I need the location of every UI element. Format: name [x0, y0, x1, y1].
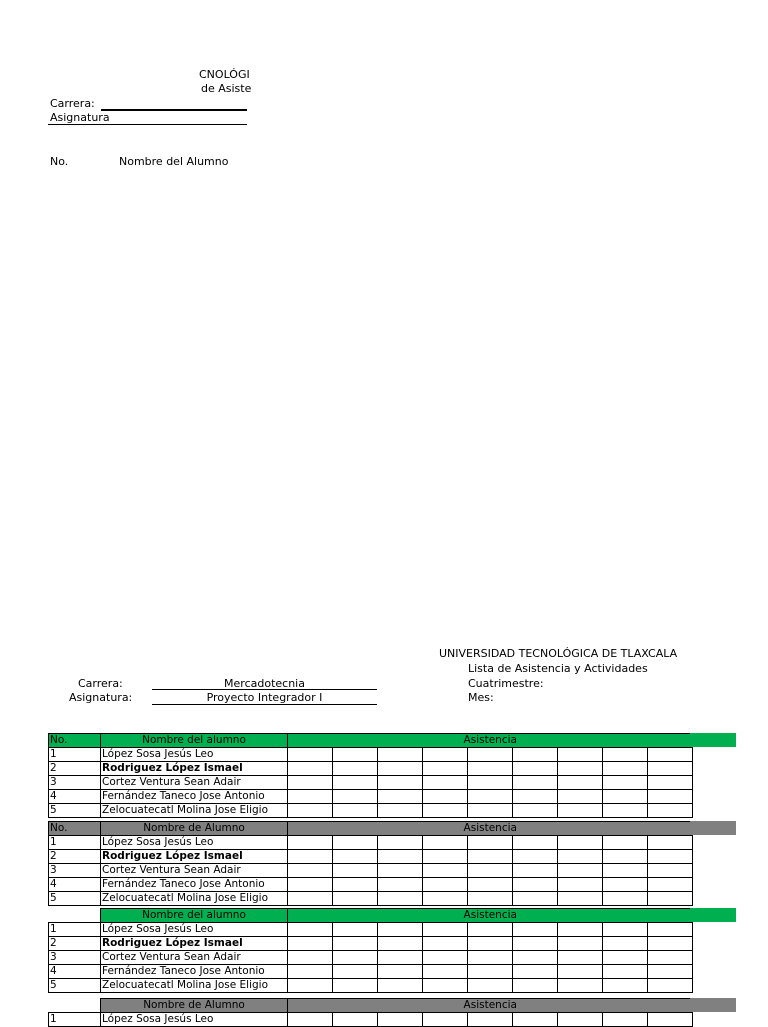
attendance-cell[interactable]	[288, 878, 333, 892]
attendance-cell[interactable]	[558, 923, 603, 937]
attendance-cell[interactable]	[333, 804, 378, 818]
student-number: 4	[49, 878, 101, 892]
attendance-cell[interactable]	[378, 951, 423, 965]
attendance-cell[interactable]	[333, 979, 378, 993]
attendance-cell[interactable]	[423, 892, 468, 906]
student-number: 1	[49, 923, 101, 937]
attendance-cell[interactable]	[558, 804, 603, 818]
attendance-table	[48, 821, 693, 906]
attendance-cell[interactable]	[288, 864, 333, 878]
table-header-row	[49, 734, 693, 748]
attendance-cell[interactable]	[468, 790, 513, 804]
attendance-cell[interactable]	[603, 979, 648, 993]
table-row	[49, 836, 693, 850]
attendance-cell[interactable]	[603, 878, 648, 892]
attendance-cell[interactable]	[378, 762, 423, 776]
table-row	[49, 937, 693, 951]
carrera-underline	[152, 689, 377, 690]
header-name: Nombre de Alumno	[101, 999, 288, 1013]
attendance-cell[interactable]	[558, 951, 603, 965]
attendance-cell[interactable]	[333, 951, 378, 965]
attendance-cell[interactable]	[513, 965, 558, 979]
attendance-cell[interactable]	[558, 878, 603, 892]
attendance-cell[interactable]	[378, 1013, 423, 1027]
attendance-cell[interactable]	[648, 965, 693, 979]
student-name: Cortez Ventura Sean Adair	[101, 951, 288, 965]
carrera-value: Mercadotecnia	[224, 677, 305, 690]
attendance-cell[interactable]	[603, 923, 648, 937]
attendance-cell[interactable]	[423, 864, 468, 878]
attendance-cell[interactable]	[468, 836, 513, 850]
header-no: No.	[49, 734, 101, 748]
student-name: López Sosa Jesús Leo	[101, 748, 288, 762]
attendance-cell[interactable]	[333, 923, 378, 937]
attendance-cell[interactable]	[333, 965, 378, 979]
header-fill-extension	[690, 733, 736, 747]
table-row	[49, 850, 693, 864]
attendance-cell[interactable]	[423, 965, 468, 979]
attendance-cell[interactable]	[603, 937, 648, 951]
student-name: Cortez Ventura Sean Adair	[101, 776, 288, 790]
table-header-row	[49, 909, 693, 923]
attendance-cell[interactable]	[423, 1013, 468, 1027]
attendance-cell[interactable]	[558, 1013, 603, 1027]
header-no	[49, 999, 101, 1013]
attendance-cell[interactable]	[468, 762, 513, 776]
attendance-cell[interactable]	[378, 776, 423, 790]
attendance-cell[interactable]	[378, 836, 423, 850]
attendance-cell[interactable]	[423, 748, 468, 762]
student-name: López Sosa Jesús Leo	[101, 923, 288, 937]
header-no	[49, 909, 101, 923]
attendance-cell[interactable]	[288, 923, 333, 937]
asignatura-value: Proyecto Integrador I	[206, 691, 323, 704]
attendance-cell[interactable]	[513, 836, 558, 850]
attendance-cell[interactable]	[333, 762, 378, 776]
attendance-cell[interactable]	[603, 776, 648, 790]
attendance-cell[interactable]	[648, 878, 693, 892]
mes-label: Mes:	[468, 691, 494, 704]
header-asistencia: Asistencia	[288, 999, 693, 1013]
student-number: 1	[49, 836, 101, 850]
attendance-cell[interactable]	[288, 748, 333, 762]
asignatura-underline	[152, 704, 377, 705]
attendance-cell[interactable]	[423, 836, 468, 850]
university-title: UNIVERSIDAD TECNOLÓGICA DE TLAXCALA	[439, 647, 678, 660]
table-row	[49, 776, 693, 790]
attendance-cell[interactable]	[423, 923, 468, 937]
attendance-cell[interactable]	[423, 979, 468, 993]
attendance-cell[interactable]	[288, 790, 333, 804]
attendance-cell[interactable]	[648, 776, 693, 790]
asignatura-label: Asignatura:	[69, 691, 133, 704]
attendance-cell[interactable]	[558, 836, 603, 850]
attendance-cell[interactable]	[558, 790, 603, 804]
attendance-cell[interactable]	[378, 965, 423, 979]
attendance-cell[interactable]	[558, 762, 603, 776]
attendance-cell[interactable]	[558, 864, 603, 878]
attendance-cell[interactable]	[648, 937, 693, 951]
attendance-cell[interactable]	[648, 1013, 693, 1027]
student-number: 3	[49, 864, 101, 878]
table-header-row	[49, 822, 693, 836]
attendance-cell[interactable]	[333, 748, 378, 762]
student-name: Fernández Taneco Jose Antonio	[101, 790, 288, 804]
attendance-cell[interactable]	[378, 804, 423, 818]
attendance-cell[interactable]	[648, 923, 693, 937]
table-row	[49, 804, 693, 818]
attendance-cell[interactable]	[468, 878, 513, 892]
attendance-cell[interactable]	[378, 937, 423, 951]
attendance-cell[interactable]	[558, 965, 603, 979]
attendance-cell[interactable]	[603, 892, 648, 906]
attendance-cell[interactable]	[603, 804, 648, 818]
header-asistencia: Asistencia	[288, 909, 693, 923]
attendance-cell[interactable]	[468, 776, 513, 790]
student-number: 3	[49, 776, 101, 790]
attendance-cell[interactable]	[513, 864, 558, 878]
attendance-cell[interactable]	[648, 892, 693, 906]
attendance-cell[interactable]	[468, 1013, 513, 1027]
attendance-cell[interactable]	[423, 951, 468, 965]
attendance-table	[48, 733, 693, 818]
attendance-cell[interactable]	[333, 878, 378, 892]
attendance-cell[interactable]	[468, 965, 513, 979]
header-fill-extension	[690, 998, 736, 1012]
table-row	[49, 979, 693, 993]
attendance-cell[interactable]	[378, 979, 423, 993]
attendance-cell[interactable]	[513, 850, 558, 864]
table-row	[49, 864, 693, 878]
header-no: No.	[49, 822, 101, 836]
attendance-cell[interactable]	[468, 951, 513, 965]
attendance-cell[interactable]	[468, 864, 513, 878]
attendance-cell[interactable]	[558, 748, 603, 762]
table-row	[49, 1013, 693, 1027]
student-number: 2	[49, 762, 101, 776]
attendance-cell[interactable]	[603, 790, 648, 804]
attendance-cell[interactable]	[333, 892, 378, 906]
attendance-cell[interactable]	[513, 776, 558, 790]
attendance-cell[interactable]	[423, 776, 468, 790]
attendance-cell[interactable]	[288, 965, 333, 979]
student-number: 3	[49, 951, 101, 965]
student-number: 4	[49, 790, 101, 804]
student-name: Rodriguez López Ismael	[101, 850, 288, 864]
student-number: 1	[49, 748, 101, 762]
attendance-cell[interactable]	[603, 836, 648, 850]
attendance-cell[interactable]	[648, 748, 693, 762]
attendance-cell[interactable]	[468, 748, 513, 762]
table-row	[49, 878, 693, 892]
attendance-cell[interactable]	[333, 864, 378, 878]
table-row	[49, 965, 693, 979]
attendance-cell[interactable]	[603, 965, 648, 979]
attendance-cell[interactable]	[513, 979, 558, 993]
attendance-cell[interactable]	[468, 850, 513, 864]
student-name: Fernández Taneco Jose Antonio	[101, 878, 288, 892]
attendance-cell[interactable]	[513, 878, 558, 892]
top-header-line2: de Asiste	[201, 82, 252, 95]
attendance-cell[interactable]	[558, 850, 603, 864]
student-number: 5	[49, 979, 101, 993]
student-number: 2	[49, 937, 101, 951]
attendance-cell[interactable]	[378, 892, 423, 906]
attendance-cell[interactable]	[423, 850, 468, 864]
attendance-cell[interactable]	[288, 1013, 333, 1027]
student-name: Zelocuatecatl Molina Jose Eligio	[101, 892, 288, 906]
attendance-cell[interactable]	[378, 864, 423, 878]
top-asignatura-underline	[48, 124, 247, 125]
attendance-cell[interactable]	[513, 937, 558, 951]
header-fill-extension	[690, 908, 736, 922]
student-name: Zelocuatecatl Molina Jose Eligio	[101, 979, 288, 993]
attendance-cell[interactable]	[288, 804, 333, 818]
attendance-cell[interactable]	[333, 850, 378, 864]
carrera-label: Carrera:	[78, 677, 123, 690]
attendance-cell[interactable]	[288, 762, 333, 776]
student-name: Zelocuatecatl Molina Jose Eligio	[101, 804, 288, 818]
attendance-cell[interactable]	[648, 864, 693, 878]
attendance-cell[interactable]	[288, 836, 333, 850]
header-fill-extension	[690, 821, 736, 835]
attendance-cell[interactable]	[513, 892, 558, 906]
attendance-cell[interactable]	[288, 850, 333, 864]
attendance-cell[interactable]	[468, 923, 513, 937]
top-no-label: No.	[50, 155, 69, 168]
top-asignatura-label: Asignatura	[50, 111, 110, 124]
attendance-cell[interactable]	[513, 790, 558, 804]
attendance-cell[interactable]	[333, 937, 378, 951]
table-header-row	[49, 999, 693, 1013]
attendance-cell[interactable]	[513, 804, 558, 818]
attendance-cell[interactable]	[558, 776, 603, 790]
header-name: Nombre de Alumno	[101, 822, 288, 836]
attendance-cell[interactable]	[603, 762, 648, 776]
table-row	[49, 748, 693, 762]
attendance-cell[interactable]	[648, 790, 693, 804]
attendance-cell[interactable]	[333, 836, 378, 850]
attendance-cell[interactable]	[648, 836, 693, 850]
list-title: Lista de Asistencia y Actividades	[468, 662, 648, 675]
attendance-cell[interactable]	[378, 790, 423, 804]
table-row	[49, 790, 693, 804]
attendance-cell[interactable]	[288, 951, 333, 965]
attendance-cell[interactable]	[378, 748, 423, 762]
table-row	[49, 951, 693, 965]
attendance-cell[interactable]	[288, 937, 333, 951]
attendance-cell[interactable]	[558, 937, 603, 951]
attendance-cell[interactable]	[423, 937, 468, 951]
attendance-cell[interactable]	[603, 850, 648, 864]
student-name: Fernández Taneco Jose Antonio	[101, 965, 288, 979]
header-name: Nombre del alumno	[101, 734, 288, 748]
student-name: Cortez Ventura Sean Adair	[101, 864, 288, 878]
attendance-cell[interactable]	[603, 748, 648, 762]
cuatrimestre-label: Cuatrimestre:	[468, 677, 544, 690]
attendance-cell[interactable]	[468, 804, 513, 818]
attendance-cell[interactable]	[513, 1013, 558, 1027]
header-asistencia: Asistencia	[288, 734, 693, 748]
attendance-cell[interactable]	[423, 878, 468, 892]
attendance-cell[interactable]	[468, 937, 513, 951]
table-row	[49, 923, 693, 937]
attendance-cell[interactable]	[648, 804, 693, 818]
attendance-cell[interactable]	[603, 951, 648, 965]
attendance-cell[interactable]	[513, 748, 558, 762]
attendance-cell[interactable]	[513, 951, 558, 965]
student-number: 4	[49, 965, 101, 979]
table-row	[49, 892, 693, 906]
attendance-cell[interactable]	[558, 979, 603, 993]
attendance-cell[interactable]	[288, 979, 333, 993]
attendance-cell[interactable]	[603, 864, 648, 878]
attendance-cell[interactable]	[333, 776, 378, 790]
attendance-cell[interactable]	[648, 951, 693, 965]
attendance-cell[interactable]	[288, 776, 333, 790]
header-asistencia: Asistencia	[288, 822, 693, 836]
attendance-cell[interactable]	[513, 762, 558, 776]
attendance-cell[interactable]	[513, 923, 558, 937]
student-number: 2	[49, 850, 101, 864]
student-name: Rodriguez López Ismael	[101, 937, 288, 951]
student-number: 1	[49, 1013, 101, 1027]
student-number: 5	[49, 804, 101, 818]
attendance-cell[interactable]	[648, 979, 693, 993]
attendance-cell[interactable]	[378, 923, 423, 937]
attendance-cell[interactable]	[423, 804, 468, 818]
attendance-cell[interactable]	[423, 762, 468, 776]
table-row	[49, 762, 693, 776]
header-name: Nombre del alumno	[101, 909, 288, 923]
attendance-cell[interactable]	[558, 892, 603, 906]
attendance-cell[interactable]	[378, 850, 423, 864]
attendance-table	[48, 908, 693, 993]
attendance-cell[interactable]	[333, 790, 378, 804]
student-name: Rodriguez López Ismael	[101, 762, 288, 776]
attendance-cell[interactable]	[468, 892, 513, 906]
attendance-cell[interactable]	[288, 892, 333, 906]
attendance-cell[interactable]	[648, 850, 693, 864]
top-nombre-label: Nombre del Alumno	[119, 155, 229, 168]
attendance-cell[interactable]	[603, 1013, 648, 1027]
attendance-table	[48, 998, 693, 1027]
attendance-cell[interactable]	[648, 762, 693, 776]
student-number: 5	[49, 892, 101, 906]
attendance-cell[interactable]	[333, 1013, 378, 1027]
top-carrera-label: Carrera:	[50, 97, 95, 110]
attendance-cell[interactable]	[423, 790, 468, 804]
student-name: López Sosa Jesús Leo	[101, 1013, 288, 1027]
attendance-cell[interactable]	[468, 979, 513, 993]
student-name: López Sosa Jesús Leo	[101, 836, 288, 850]
attendance-cell[interactable]	[378, 878, 423, 892]
top-carrera-underline	[101, 109, 247, 111]
top-header-line1: CNOLÓGI	[199, 68, 250, 81]
